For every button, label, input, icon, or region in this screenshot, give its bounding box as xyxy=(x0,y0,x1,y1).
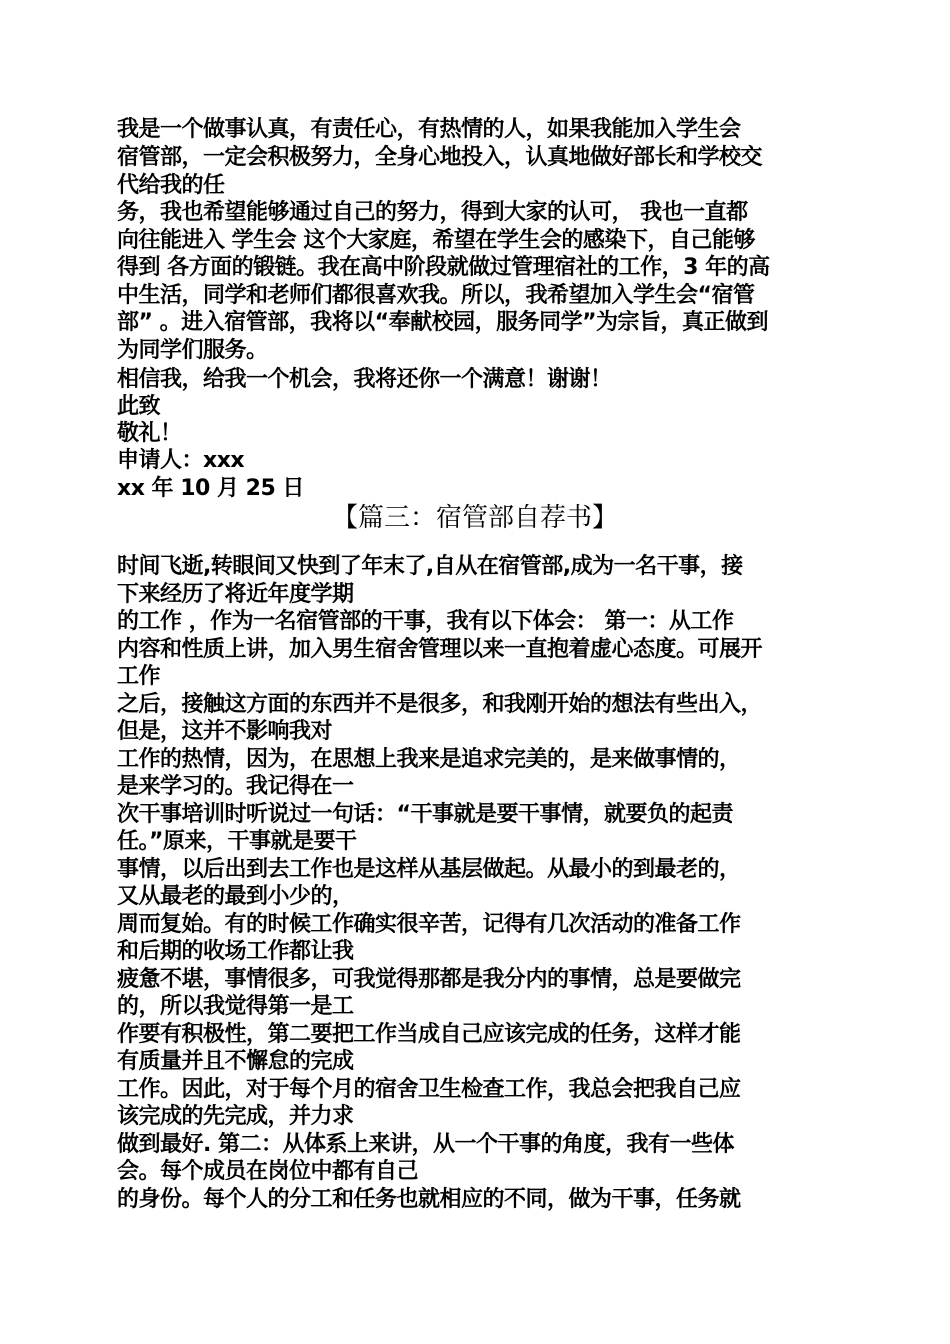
text-line: 次干事培训时听说过一句话：“干事就是要干事情，就要负的起责 xyxy=(117,802,733,827)
text-line: 向往能进入 学生会 这个大家庭，希望在学生会的感染下，自己能够 xyxy=(117,228,755,253)
text-line: 工作。因此，对于每个月的宿舍卫生检查工作，我总会把我自己应 xyxy=(117,1077,741,1102)
text-line: 得到 各方面的锻链。我在高中阶段就做过管理宿社的工作，3 年的高 xyxy=(117,255,770,280)
text-line: 会。每个成员在岗位中都有自己 xyxy=(117,1159,419,1184)
text-line: 中生活，同学和老师们都很喜欢我。所以，我希望加入学生会“宿管 xyxy=(117,283,755,308)
text-line: 相信我，给我一个机会，我将还你一个满意！谢谢！ xyxy=(117,367,612,392)
text-line: 但是，这并不影响我对 xyxy=(117,719,333,744)
text-line: 的，所以我觉得第一是工 xyxy=(117,994,354,1019)
text-line: 工作的热情，因为，在思想上我来是追求完美的，是来做事情的， xyxy=(117,747,741,772)
text-line: 的身份。每个人的分工和任务也就相应的不同，做为干事，任务就 xyxy=(117,1187,741,1212)
text-line: 有质量并且不懈怠的完成 xyxy=(117,1049,354,1074)
text-line: 做到最好. 第二：从体系上来讲，从一个干事的角度，我有一些体 xyxy=(117,1132,735,1157)
text-line: 代给我的任 xyxy=(117,173,225,198)
text-line: 为同学们服务。 xyxy=(117,338,268,363)
text-line: 事情，以后出到去工作也是这样从基层做起。从最小的到最老的， xyxy=(117,857,741,882)
text-line: 的工作 ，作为一名宿管部的干事，我有以下体会： 第一：从工作 xyxy=(117,609,734,634)
text-line: 申请人：xxx xyxy=(117,448,245,473)
text-line: 务，我也希望能够通过自己的努力，得到大家的认可， 我也一直都 xyxy=(117,200,748,225)
text-line: 我是一个做事认真，有责任心，有热情的人，如果我能加入学生会 xyxy=(117,117,741,142)
text-line: 时间飞逝,转眼间又快到了年末了,自从在宿管部,成为一名干事，接 xyxy=(117,554,743,579)
section-heading: 【篇三：宿管部自荐书】 xyxy=(331,503,618,533)
text-line: 宿管部，一定会积极努力，全身心地投入，认真地做好部长和学校交 xyxy=(117,145,763,170)
text-line: 任。”原来，干事就是要干 xyxy=(117,829,357,854)
text-line: 工作 xyxy=(117,664,161,689)
text-line: 下来经历了将近年度学期 xyxy=(117,582,354,607)
text-line: 敬礼！ xyxy=(117,421,182,446)
text-line: 作要有积极性，第二要把工作当成自己应该完成的任务，这样才能 xyxy=(117,1022,741,1047)
text-line: 周而复始。有的时候工作确实很辛苦，记得有几次活动的准备工作 xyxy=(117,912,741,937)
text-line: xx 年 10 月 25 日 xyxy=(117,476,304,501)
text-line: 疲惫不堪，事情很多，可我觉得那都是我分内的事情，总是要做完 xyxy=(117,967,741,992)
text-line: 是来学习的。我记得在一 xyxy=(117,774,354,799)
text-line: 此致 xyxy=(117,394,161,419)
text-line: 又从最老的最到小少的， xyxy=(117,884,354,909)
text-line: 和后期的收场工作都让我 xyxy=(117,939,354,964)
text-line: 部” 。进入宿管部，我将以“奉献校园，服务同学”为宗旨，真正做到 xyxy=(117,310,769,335)
text-line: 内容和性质上讲，加入男生宿舍管理以来一直抱着虚心态度。可展开 xyxy=(117,637,763,662)
text-line: 该完成的先完成，并力求 xyxy=(117,1104,354,1129)
text-line: 之后，接触这方面的东西并不是很多，和我刚开始的想法有些出入， xyxy=(117,692,763,717)
